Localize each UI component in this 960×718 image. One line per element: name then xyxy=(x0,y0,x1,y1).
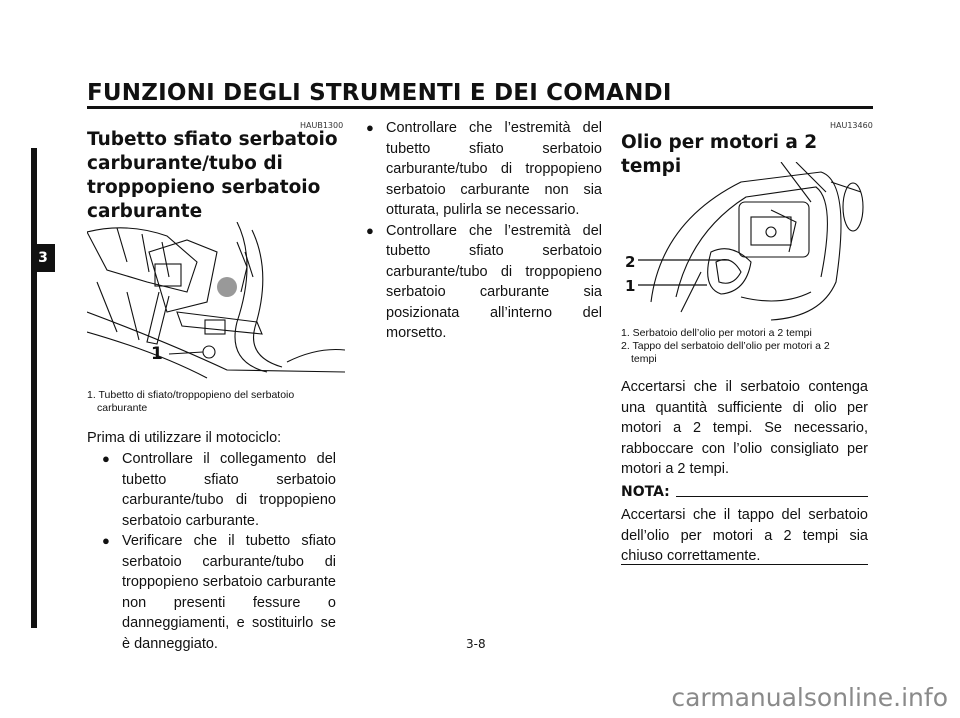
title-line: Tubetto sfiato serbatoio xyxy=(87,129,338,150)
list-item: ● Controllare il collegamento del tubetto sfiato serbatoio carburante/tubo di troppopieno serbatoio carburante. xyxy=(102,451,336,529)
bullet-dot-icon: ● xyxy=(366,120,374,135)
breather-hose-illustration xyxy=(87,222,345,382)
figure-label-1: 1 xyxy=(625,277,636,295)
figure-label-1: 1 xyxy=(151,344,163,364)
page-header-title: FUNZIONI DEGLI STRUMENTI E DEI COMANDI xyxy=(87,80,672,106)
caption-line: carburante xyxy=(97,402,148,414)
note-rule-bottom xyxy=(621,564,868,565)
oil-tank-illustration xyxy=(621,162,871,322)
oil-body-text: Accertarsi che il serbatoio contenga una quantità sufficiente di olio per motori a 2 tempi. Se necessario, rabboccare con l’olio consigliato per motori a 2 tempi. xyxy=(621,379,868,477)
section-title-2-stroke-oil: Olio per motori a 2 tempi xyxy=(621,132,818,177)
list-item: ● Controllare che l’estremità del tubetto sfiato serbatoio carburante/tubo di troppopieno serbatoio carburante sia posizionata all’interno del morsetto. xyxy=(366,222,602,341)
note-text: Accertarsi che il tappo del serbatoio dell’olio per motori a 2 tempi sia chiuso correttamente. xyxy=(621,507,868,564)
bullet-dot-icon: ● xyxy=(102,533,110,548)
section-title-fuel-breather xyxy=(87,128,347,224)
list-item: ● Controllare che l’estremità del tubetto sfiato serbatoio carburante/tubo di troppopieno serbatoio carburante non sia otturata, pulirla se necessario. xyxy=(366,120,602,218)
chapter-tab: 3 xyxy=(31,244,55,272)
figure-label-2: 2 xyxy=(625,253,636,271)
bullet-dot-icon: ● xyxy=(366,222,374,238)
title-line: troppopieno serbatoio xyxy=(87,177,321,198)
caption-line: 1. Serbatoio dell’olio per motori a 2 tempi xyxy=(621,327,812,339)
section-code: HAU13460 xyxy=(830,121,873,130)
bullet-dot-icon: ● xyxy=(102,451,110,466)
figure-caption xyxy=(621,327,871,366)
bullet-list-middle xyxy=(366,118,602,344)
header-rule xyxy=(87,106,873,109)
page-number: 3-8 xyxy=(466,637,486,651)
bullet-list-left xyxy=(102,449,336,654)
chapter-side-bar xyxy=(31,148,37,628)
caption-line: tempi xyxy=(631,353,657,365)
title-line: carburante/tubo di xyxy=(87,153,283,174)
caption-line: 1. Tubetto di sfiato/troppopieno del serbatoio xyxy=(87,389,295,401)
note-rule-top xyxy=(676,496,868,497)
intro-text: Prima di utilizzare il motociclo: xyxy=(87,430,282,446)
section-code: HAUB1300 xyxy=(300,121,344,130)
list-item: ● Verificare che il tubetto sfiato serbatoio carburante/tubo di troppopieno serbatoio carburante non presenti fessure o danneggiamenti, e sostituirlo se è danneggiato. xyxy=(102,533,336,652)
watermark: carmanualsonline.info xyxy=(671,683,948,712)
caption-line: 2. Tappo del serbatoio dell’olio per motori a 2 xyxy=(621,340,830,352)
title-line: carburante xyxy=(87,201,203,222)
figure-caption xyxy=(87,389,345,415)
note-label: NOTA: xyxy=(621,484,670,500)
